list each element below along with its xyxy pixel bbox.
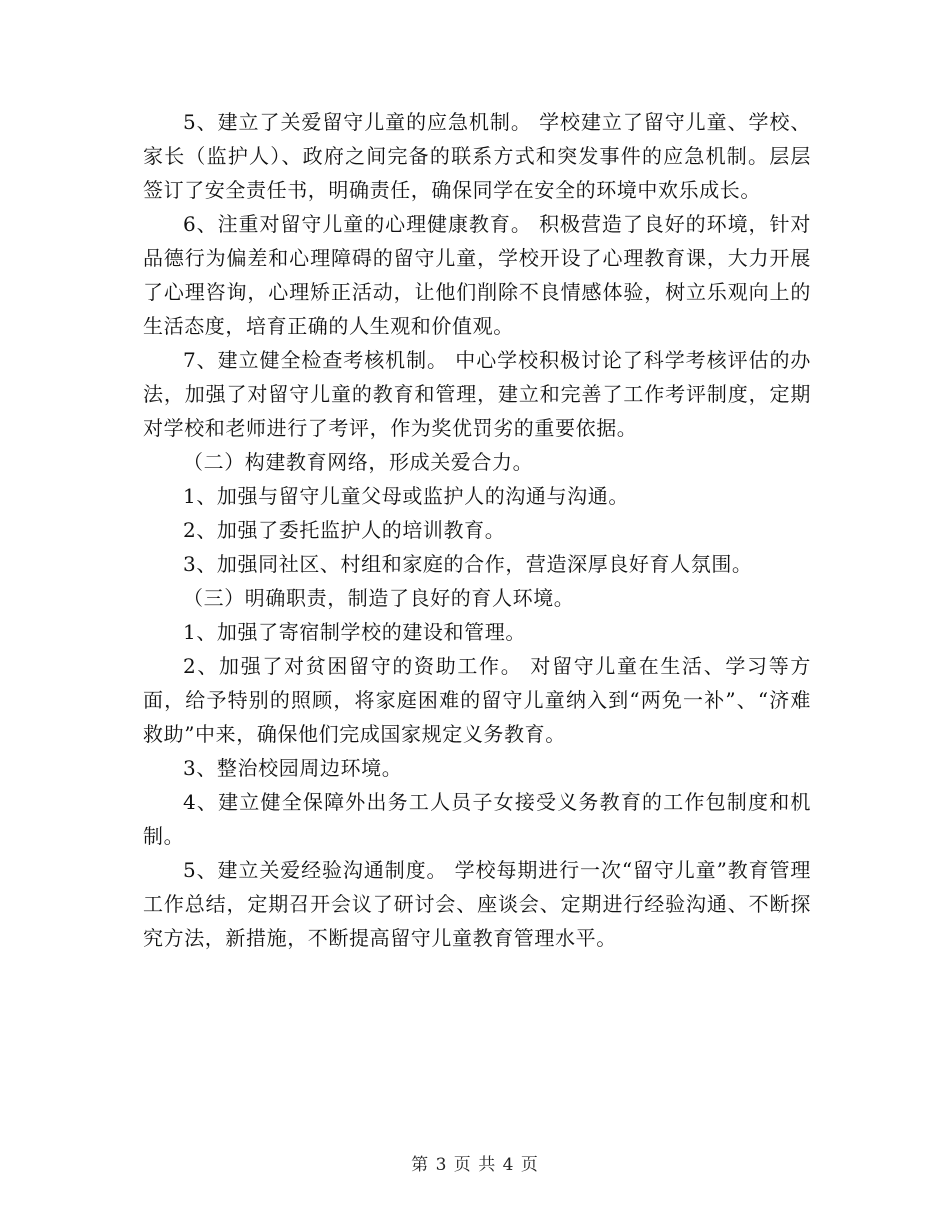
paragraph-experience-sharing: 5、建立关爱经验沟通制度。 学校每期进行一次“留守儿童”教育管理工作总结，定期召开会议了研讨会、座谈会、定期进行经验沟通、不断探究方法，新措施，不断提高留守儿童教育管理水平。 [143,858,811,950]
paragraph-compulsory-education: 4、建立健全保障外出务工人员子女接受义务教育的工作包制度和机制。 [143,790,811,848]
section-heading-responsibilities: （三）明确职责，制造了良好的育人环境。 [183,586,575,610]
document-body [143,105,811,955]
paragraph-boarding-schools: 1、加强了寄宿制学校的建设和管理。 [183,620,526,644]
section-heading-education-network: （二）构建教育网络，形成关爱合力。 [183,450,534,474]
page-number-footer: 第 3 页 共 4 页 [411,1155,539,1175]
paragraph-guardian-training: 2、加强了委托监护人的培训教育。 [183,518,506,542]
paragraph-community-cooperation: 3、加强同社区、村组和家庭的合作，营造深厚良好育人氛围。 [183,552,753,576]
paragraph-mental-health: 6、注重对留守儿童的心理健康教育。 积极营造了良好的环境，针对品德行为偏差和心理障碍的留守儿童，学校开设了心理教育课，大力开展了心理咨询，心理矫正活动，让他们削除不良情感体验，树立乐观向上的生活态度，培育正确的人生观和价值观。 [143,212,811,338]
paragraph-assessment-mechanism: 7、建立健全检查考核机制。 中心学校积极讨论了科学考核评估的办法，加强了对留守儿童的教育和管理，建立和完善了工作考评制度，定期对学校和老师进行了考评，作为奖优罚劣的重要依据。 [143,348,811,440]
paragraph-emergency-mechanism: 5、建立了关爱留守儿童的应急机制。 学校建立了留守儿童、学校、家长（监护人）、政府之间完备的联系方式和突发事件的应急机制。层层签订了安全责任书，明确责任，确保同学在安全的环境中欢乐成长。 [143,110,811,202]
paragraph-campus-environment: 3、整治校园周边环境。 [183,756,403,780]
paragraph-financial-aid: 2、加强了对贫困留守的资助工作。 对留守儿童在生活、学习等方面，给予特别的照顾，将家庭困难的留守儿童纳入到“两免一补”、“济难救助”中来，确保他们完成国家规定义务教育。 [143,654,811,746]
paragraph-parent-communication: 1、加强与留守儿童父母或监护人的沟通与沟通。 [183,484,629,508]
